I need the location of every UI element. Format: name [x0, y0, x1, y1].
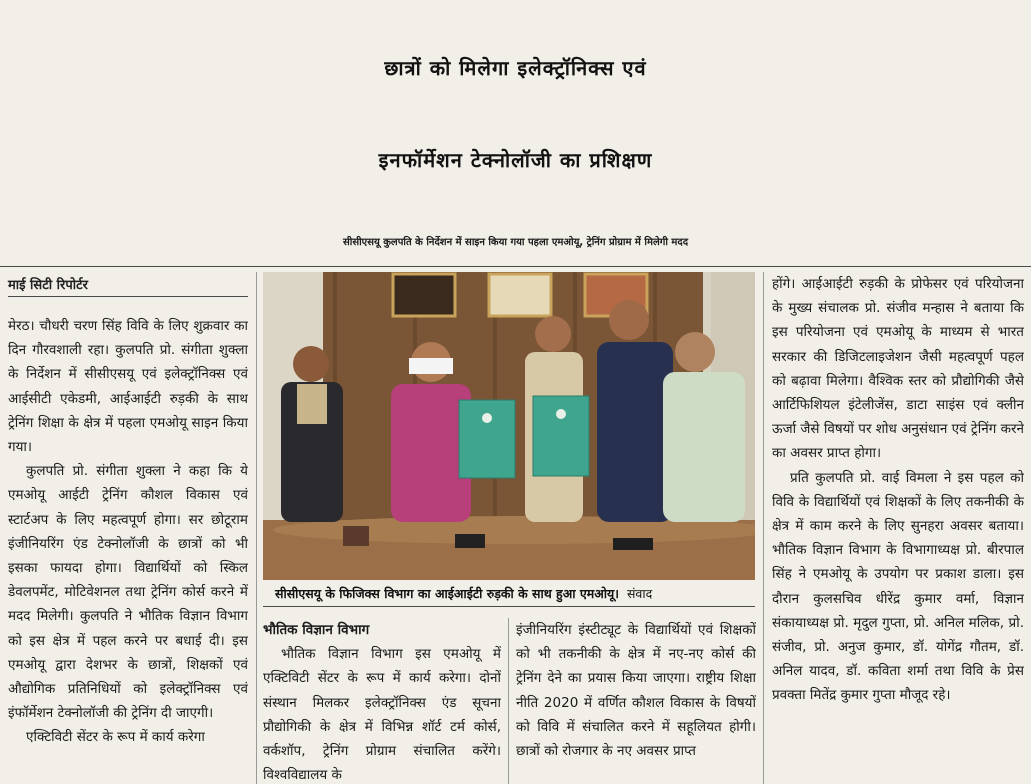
article-column-1: [8, 314, 248, 784]
photo-caption: [275, 585, 755, 602]
col1-paragraph-2: कुलपति प्रो. संगीता शुक्ला ने कहा कि ये एमओयू आईटी ट्रेनिंग कौशल विकास एवं स्टार्टअप के लिए महत्वपूर्ण होगा। सर छोटूराम इंजीनियरिंग एंड टेक्नोलॉजी के छात्रों को भी इसका फायदा होगा। विद्यार्थियों को स्किल डेवलपमेंट, मोटिवेशनल तथा ट्रेनिंग कोर्स करने में मदद मिलेगी। कुलपति ने भौतिक विज्ञान विभाग को इस क्षेत्र में पहल करने पर बधाई दी। इस एमओयू द्वारा देशभर के छात्रों, शिक्षकों एवं औद्योगिक प्रतिनिधियों को इलेक्ट्रॉनिक्स एवं इंफॉर्मेशन टेक्नोलॉजी की ट्रेनिंग दी जाएगी।: [8, 463, 248, 722]
col4-paragraph-2: प्रति कुलपति प्रो. वाई विमला ने इस पहल को विवि के विद्यार्थियों एवं शिक्षकों के लिए तकनीकी के क्षेत्र में काम करने के लिए सुनहरा अवसर बताया। भौतिक विज्ञान विभाग के विभागाध्यक्ष प्रो. बीरपाल सिंह ने एमओयू के उपयोग पर प्रकाश डाला। इस दौरान कुलसचिव धीरेंद्र कुमार वर्मा, विज्ञान संकायाध्यक्ष प्रो. मृदुल गुप्ता, प्रो. अनिल मलिक, प्रो. संजीव, प्रो. अनुज कुमार, डॉ. योगेंद्र गौतम, डॉ. अनिल यादव, डॉ. कविता शर्मा तथा विवि के प्रेस प्रवक्ता मितेंद्र कुमार गुप्ता मौजूद रहे।: [772, 469, 1024, 704]
caption-credit: संवाद: [626, 586, 653, 601]
col4-paragraph-1: होंगे। आईआईटी रुड़की के प्रोफेसर एवं परियोजना के मुख्य संचालक प्रो. संजीव मन्हास ने बताया कि इस परियोजना एवं एमओयू के माध्यम से भारत सरकार की डिजिटलाइजेशन जैसी महत्वपूर्ण पहल को बढ़ावा मिलेगा। वैश्विक स्तर को प्रौद्योगिकी जैसे आर्टिफिशियल इंटेलीजेंस, डाटा साइंस एवं क्लीन ऊर्जा जैसे विषयों पर शोध अनुसंधान एवं ट्रेनिंग करने का अवसर प्राप्त होगा।: [772, 276, 1024, 462]
photo-illustration: [263, 272, 755, 580]
headline-line-1: छात्रों को मिलेगा इलेक्ट्रॉनिक्स एवं: [384, 56, 647, 80]
column-divider-2: [508, 618, 509, 784]
subheadline: सीसीएसयू कुलपति के निर्देशन में साइन किया गया पहला एमओयू, ट्रेनिंग प्रोग्राम में मिलेगी मदद: [342, 237, 689, 248]
article-column-3: [516, 618, 756, 784]
headline-line-2: इनफॉर्मेशन टेक्नोलॉजी का प्रशिक्षण: [378, 148, 653, 172]
column-divider: [256, 272, 257, 784]
article-column-2: [263, 618, 501, 784]
top-rule: [0, 266, 1031, 267]
caption-text: सीसीएसयू के फिजिक्स विभाग का आईआईटी रुड़की के साथ हुआ एमओयू।: [275, 586, 619, 601]
col2-paragraph-1: भौतिक विज्ञान विभाग इस एमओयू में एक्टिविटी सेंटर के रूप में कार्य करेगा। दोनों संस्थान मिलकर इलेक्ट्रॉनिक्स एंड सूचना प्रौद्योगिकी के क्षेत्र में विभिन्न शॉर्ट टर्म कोर्स, वर्कशॉप, ट्रेनिंग प्रोग्राम संचालित करेंगे। विश्वविद्यालय के: [263, 646, 501, 784]
byline-rule: [8, 296, 248, 297]
col3-paragraph-1: इंजीनियरिंग इंस्टीट्यूट के विद्यार्थियों एवं शिक्षकों को भी तकनीकी के क्षेत्र में नए-नए कोर्स की ट्रेनिंग देने का प्रयास किया जाएगा। राष्ट्रीय शिक्षा नीति 2020 में वर्णित कौशल विकास के विषयों को विवि में संचालित करने में सहूलियत होगी। छात्रों को रोजगार के नए अवसर प्राप्त: [516, 622, 756, 760]
byline: माई सिटी रिपोर्टर: [8, 278, 88, 293]
col1-paragraph-3: एक्टिविटी सेंटर के रूप में कार्य करेगा: [26, 729, 205, 746]
mou-signing-photo: [263, 272, 755, 580]
column-divider-3: [763, 272, 764, 784]
col1-paragraph-1: मेरठ। चौधरी चरण सिंह विवि के लिए शुक्रवार का दिन गौरवशाली रहा। कुलपति प्रो. संगीता शुक्ला के निर्देशन में सीसीएसयू एवं इलेक्ट्रॉनिक्स एवं आईसीटी एकेडमी, आईआईटी रुड़की के साथ ट्रेनिंग शिक्षा के क्षेत्र में पहला एमओयू साइन किया गया।: [8, 318, 248, 456]
caption-rule: [263, 606, 755, 607]
article-column-4: [772, 272, 1024, 784]
col2-subhead: भौतिक विज्ञान विभाग: [263, 622, 370, 638]
